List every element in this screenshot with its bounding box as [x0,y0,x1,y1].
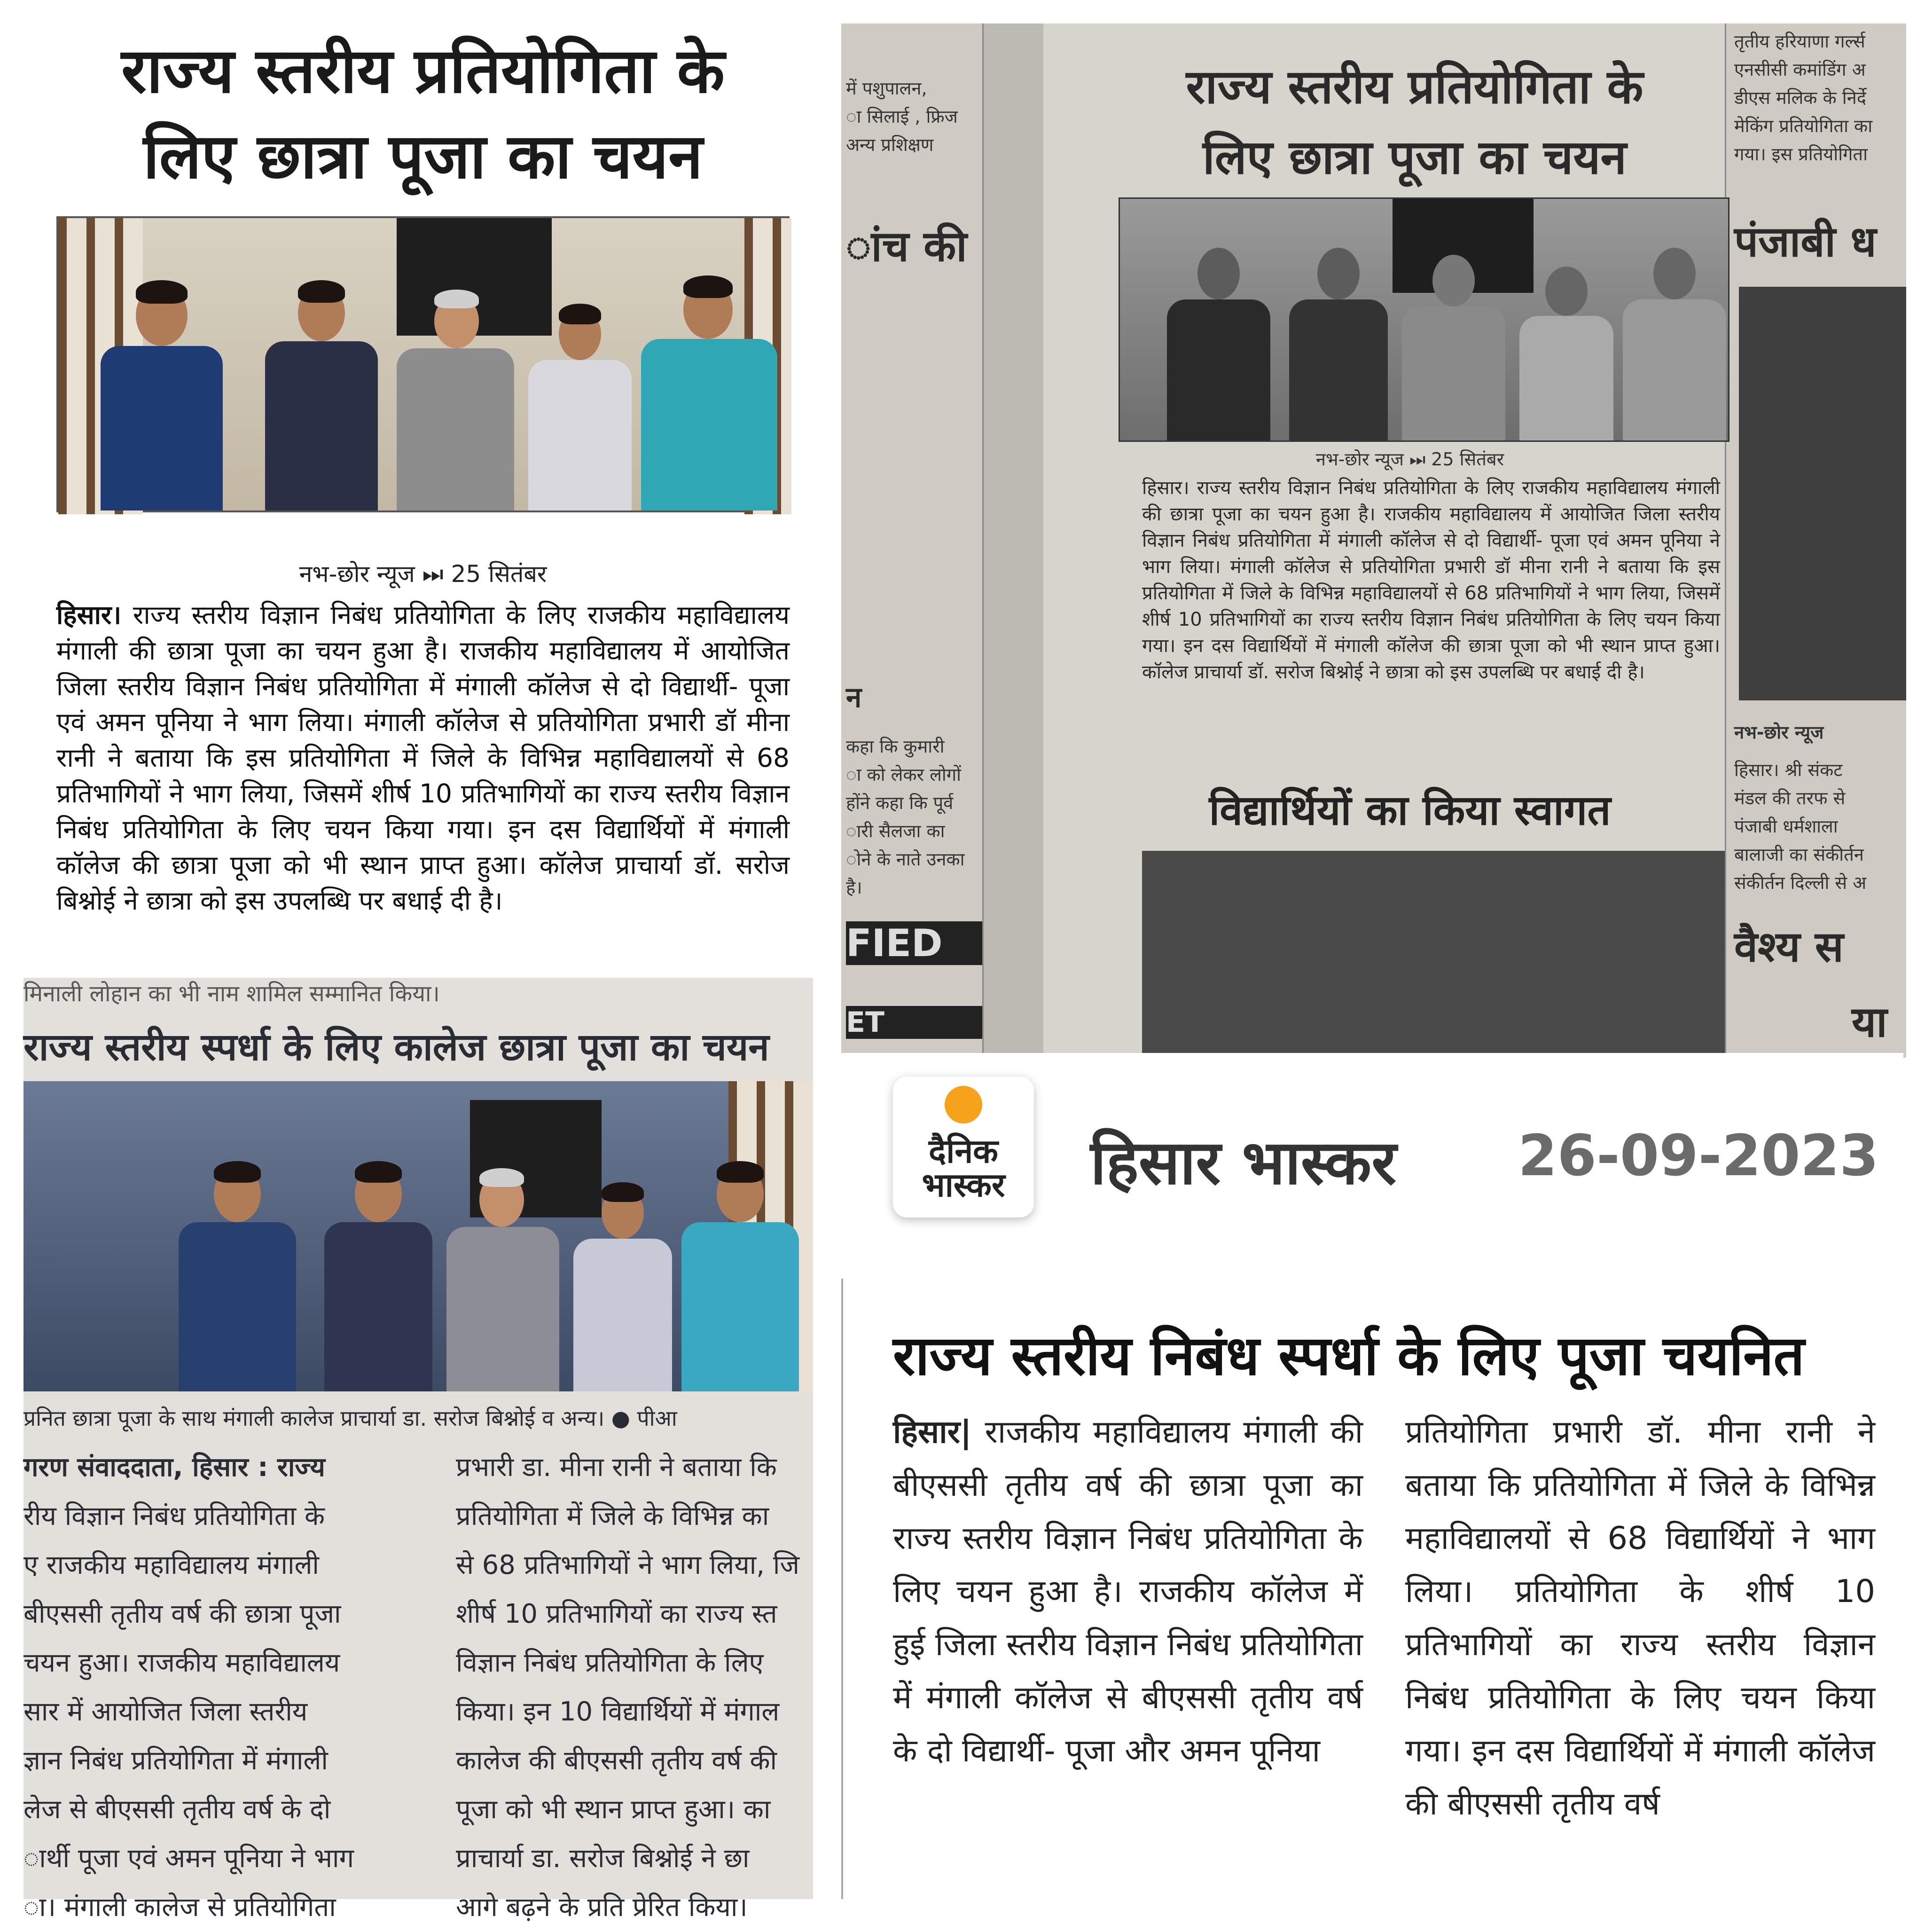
article-clipping-dainik-bhaskar [841,1053,1903,1899]
text-line: ज्ञान निबंध प्रतियोगिता में मंगाली [23,1745,328,1776]
fragment: एनसीसी कमांडिंग अ [1734,59,1866,80]
logo-text-line-2: भास्कर [922,1166,1005,1204]
dateline: हिसार। [56,600,122,630]
publication-date: 26-09-2023 [1518,1123,1879,1189]
article-column-1-text: राजकीय महाविद्यालय मंगाली की बीएससी तृतीय वर्ष की छात्रा पूजा का राज्य स्तरीय विज्ञान निबंध प्रतियोगिता के लिए चयन हुआ है। राजकीय कॉलेज में हुई जिला स्तरीय विज्ञान निबंध प्रतियोगिता में मंगाली कॉलेज से बीएससी तृतीय वर्ष के दो विद्यार्थी- पूजा और अमन पूनिया [893,1414,1363,1769]
logo-text-line-1: दैनिक [929,1132,998,1170]
fragment: ा को लेकर लोगों [846,764,962,785]
headline-line-2: लिए छात्रा पूजा का चयन [143,120,703,193]
text-line: प्राचार्या डा. सरोज बिश्नोई ने छा [456,1843,750,1874]
text-line: ार्थी पूजा एवं अमन पूनिया ने भाग [23,1843,354,1874]
text-line: प्रभारी डा. मीना रानी ने बताया कि [456,1452,777,1483]
headline-line-2: लिए छात्रा पूजा का चयन [1203,130,1627,185]
fragment-heading: ET [846,1006,982,1039]
fragment: संकीर्तन दिल्ली से अ [1734,872,1867,893]
article-body [56,597,790,919]
photo-caption: प्रनित छात्रा पूजा के साथ मंगाली कालेज प्राचार्या डा. सरोज बिश्नोई व अन्य। ● पीआ [23,1406,677,1431]
dateline: हिसार| [893,1414,972,1450]
top-strip: मिनाली लोहान का भी नाम शामिल सम्मानित किया। [23,981,440,1007]
article-headline: राज्य स्तरीय स्पर्धा के लिए कालेज छात्रा पूजा का चयन [23,1025,769,1069]
article-clipping-nabh-chhor-digital [38,28,808,950]
fragment: हिसार। श्री संकट [1734,760,1843,780]
text-line: प्रतियोगिता में जिले के विभिन्न का [456,1501,769,1531]
fragment: मंडल की तरफ से [1734,788,1846,809]
article-clipping-jagran-scan [23,978,813,1923]
fragment: ा सिलाई , फ्रिज [846,106,958,127]
fragment-heading: वैश्य स [1734,922,1844,972]
text-line: ा। मंगाली कालेज से प्रतियोगिता [23,1892,336,1923]
text-line: बीएससी तृतीय वर्ष की छात्रा पूजा [23,1599,341,1629]
text-line: किया। इन 10 विद्यार्थियों में मंगाल [456,1696,780,1727]
article-column-2 [456,1443,799,1932]
news-credit: नभ-छोर न्यूज ⏭ 25 सितंबर [1315,449,1504,470]
text-line: सार में आयोजित जिला स्तरीय [23,1696,308,1727]
article-column-1 [23,1443,354,1932]
fragment: डीएस मलिक के निर्दे [1734,87,1866,108]
text-line: शीर्ष 10 प्रतिभागियों का राज्य स्त [456,1599,777,1629]
event-photo [1142,851,1725,1058]
fragment-heading: ांच की [846,222,967,271]
article-column-2: प्रतियोगिता प्रभारी डॉ. मीना रानी ने बताया कि प्रतियोगिता में जिले के विभिन्न महाविद्यालयों से 68 विद्यार्थियों ने भाग लिया। प्रतियोगिता के शीर्ष 10 प्रतिभागियों का राज्य स्तरीय विज्ञान निबंध प्रतियोगिता के लिए चयन किया गया। इन दस विद्यार्थियों में मंगाली कॉलेज की बीएससी तृतीय वर्ष [1405,1414,1875,1822]
fragment: बालाजी का संकीर्तन [1734,844,1864,865]
fragment: मेकिंग प्रतियोगिता का [1734,116,1873,136]
group-photo [56,216,790,512]
fragment-heading: पंजाबी ध [1734,217,1877,267]
article-clipping-newspaper-scan [841,24,1906,1058]
news-credit: नभ-छोर न्यूज ⏭ 25 सितंबर [299,560,547,588]
sun-icon [945,1086,982,1123]
text-line: पूजा को भी स्थान प्राप्त हुआ। का [456,1794,771,1825]
fragment-heading: या [1852,997,1887,1047]
fragment: कहा कि कुमारी [846,736,945,757]
article-headline [1067,52,1762,193]
fragment: होंने कहा कि पूर्व [846,793,954,813]
fragment: गया। इस प्रतियोगिता [1734,144,1868,165]
article-body-text: राज्य स्तरीय विज्ञान निबंध प्रतियोगिता के लिए राजकीय महाविद्यालय मंगाली की छात्रा पूजा का चयन हुआ है। राजकीय महाविद्यालय में आयोजित जिला स्तरीय विज्ञान निबंध प्रतियोगिता में मंगाली कॉलेज से दो विद्यार्थी- पूजा एवं अमन पूनिया ने भाग लिया। मंगाली कॉलेज से प्रतियोगिता प्रभारी डॉ मीना रानी ने बताया कि इस प्रतियोगिता में जिले के विभिन्न महाविद्यालयों से 68 प्रतिभागियों ने भाग लिया, जिसमें शीर्ष 10 प्रतिभागियों का राज्य स्तरीय विज्ञान निबंध प्रतियोगिता के लिए चयन किया गया। इन दस विद्यार्थियों में मंगाली कॉलेज की छात्रा पूजा को भी स्थान प्राप्त हुआ। कॉलेज प्राचार्या डॉ. सरोज बिश्नोई ने छात्रा को इस उपलब्धि पर बधाई दी है। [56,600,790,916]
fragment-heading: न [846,681,862,714]
dainik-bhaskar-logo [893,1076,1034,1217]
fragment: अन्य प्रशिक्षण [846,134,934,155]
headline-line-1: राज्य स्तरीय प्रतियोगिता के [121,35,725,107]
fragment-heading: FIED [846,921,982,965]
fragment: है। [846,877,862,898]
adjacent-photo [1739,287,1906,700]
text-line: से 68 प्रतिभागियों ने भाग लिया, जि [456,1550,799,1580]
fragment: तृतीय हरियाणा गर्ल्स [1734,31,1865,52]
article-column-1 [893,1406,1363,1777]
article-body: हिसार। राज्य स्तरीय विज्ञान निबंध प्रतियोगिता के लिए राजकीय महाविद्यालय मंगाली की छात्रा पूजा का चयन हुआ है। राजकीय महाविद्यालय में आयोजित जिला स्तरीय विज्ञान निबंध प्रतियोगिता में मंगाली कॉलेज से दो विद्यार्थी- पूजा एवं अमन पूनिया ने भाग लिया। मंगाली कॉलेज से प्रतियोगिता प्रभारी डॉ मीना रानी ने बताया कि इस प्रतियोगिता में जिले के विभिन्न महाविद्यालयों से 68 प्रतिभागियों ने भाग लिया, जिसमें शीर्ष 10 प्रतिभागियों का राज्य स्तरीय विज्ञान निबंध प्रतियोगिता के लिए चयन किया गया। इन दस विद्यार्थियों में मंगाली कॉलेज की छात्रा पूजा को भी स्थान प्राप्त हुआ। कॉलेज प्राचार्या डॉ. सरोज बिश्नोई ने छात्रा को इस उपलब्धि पर बधाई दी है। [1142,477,1720,683]
group-photo [1119,197,1729,442]
group-photo [23,1081,813,1391]
text-line: चयन हुआ। राजकीय महाविद्यालय [23,1648,340,1678]
second-headline: विद्यार्थियों का किया स्वागत [1209,786,1611,834]
fragment: ोने के नाते उनका [846,849,965,870]
text-line: कालेज की बीएससी तृतीय वर्ष की [456,1745,777,1776]
article-headline: राज्य स्तरीय निबंध स्पर्धा के लिए पूजा चयनित [893,1324,1805,1388]
fragment: में पशुपालन, [846,78,927,99]
text-line: आगे बढ़ने के प्रति प्रेरित किया। [456,1892,748,1923]
headline-line-1: राज्य स्तरीय प्रतियोगिता के [1186,59,1643,114]
fragment: पंजाबी धर्मशाला [1734,816,1838,837]
article-headline [38,28,808,199]
fragment: नभ-छोर न्यूज [1734,722,1824,743]
fragment: ारी सैलजा का [846,821,945,841]
text-line: गरण संवाददाता, हिसार : राज्य [23,1452,325,1483]
text-line: विज्ञान निबंध प्रतियोगिता के लिए [456,1648,764,1678]
adjacent-column-left [841,24,982,1058]
text-line: रीय विज्ञान निबंध प्रतियोगिता के [23,1501,325,1531]
edition-name: हिसार भास्कर [1090,1127,1397,1198]
text-line: लेज से बीएससी तृतीय वर्ष के दो [23,1794,331,1825]
text-line: ए राजकीय महाविद्यालय मंगाली [23,1550,319,1580]
